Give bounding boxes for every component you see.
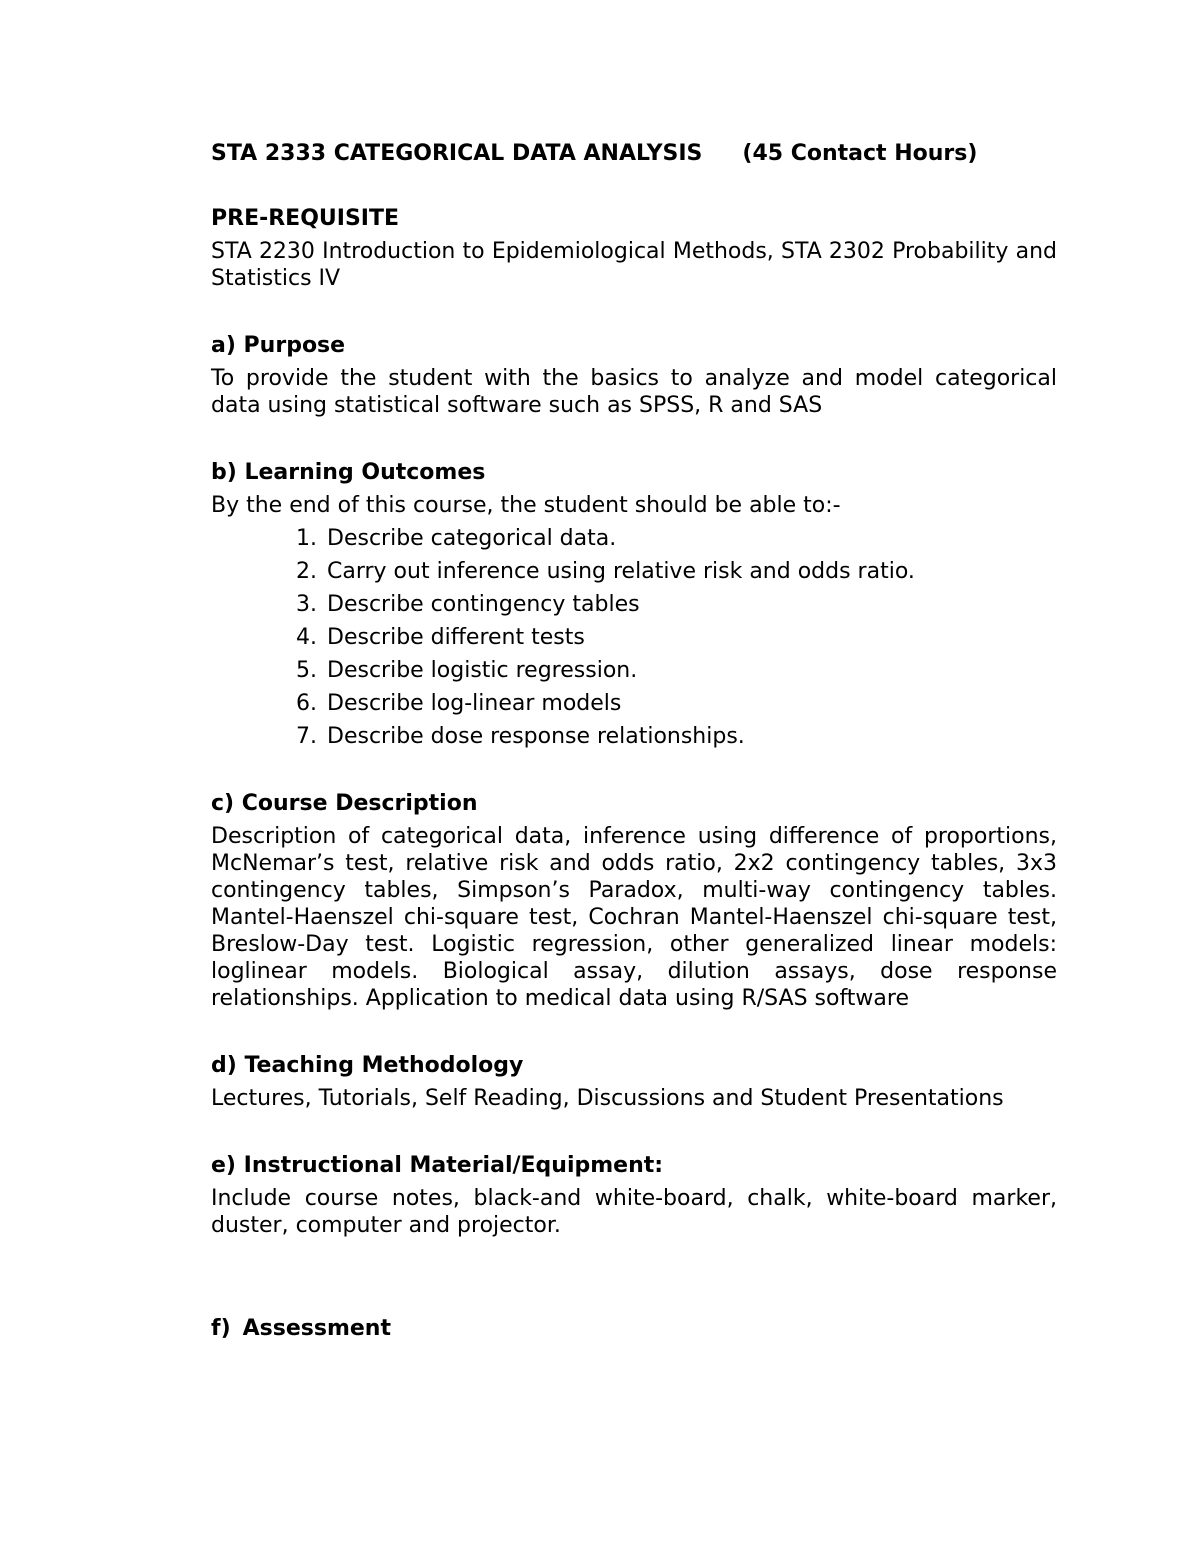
learning-outcomes-heading: b) Learning Outcomes	[211, 460, 486, 485]
course-name: STA 2333 CATEGORICAL DATA ANALYSIS	[211, 141, 703, 166]
assessment-prefix: f)	[211, 1316, 231, 1341]
list-item: 1. Describe categorical data.	[296, 526, 617, 551]
instructional-material-heading: e) Instructional Material/Equipment:	[211, 1153, 664, 1178]
course-description-text: Description of categorical data, inference using difference of proportions, McNemar’s test, relative risk and odds ratio, 2x2 contingency tables, 3x3 contingency tables, Simpson’s Paradox, multi-way contingency tables. Mantel-Haenszel chi-square test, Cochran Mantel-Haenszel chi-square test, Breslow-Day test. Logistic regression, other generalized linear models: loglinear models. Biological assay, dilution assays, dose response relationships. Application to medical data using R/SAS software	[211, 824, 1057, 1011]
list-item: 5. Describe logistic regression.	[296, 658, 638, 683]
course-title	[211, 140, 1057, 167]
course-description-heading: c) Course Description	[211, 791, 478, 816]
instructional-material-text: Include course notes, black-and white-board, chalk, white-board marker, duster, computer and projector.	[211, 1186, 1057, 1238]
assessment-title: Assessment	[242, 1316, 391, 1341]
document-page	[211, 140, 1057, 1342]
list-item: 2. Carry out inference using relative risk and odds ratio.	[296, 559, 915, 584]
purpose-heading: a) Purpose	[211, 333, 346, 358]
list-item: 6. Describe log-linear models	[296, 691, 622, 716]
list-item: 4. Describe different tests	[296, 625, 585, 650]
teaching-methodology-heading: d) Teaching Methodology	[211, 1053, 524, 1078]
learning-outcomes-intro: By the end of this course, the student should be able to:-	[211, 493, 841, 518]
prerequisite-text: STA 2230 Introduction to Epidemiological Methods, STA 2302 Probability and Statistics IV	[211, 239, 1057, 291]
purpose-text: To provide the student with the basics to analyze and model categorical data using statistical software such as SPSS, R and SAS	[211, 366, 1057, 418]
contact-hours: (45 Contact Hours)	[742, 141, 978, 166]
learning-outcomes-list	[211, 525, 1057, 750]
assessment-heading	[211, 1315, 1057, 1342]
list-item: 7. Describe dose response relationships.	[296, 724, 745, 749]
list-item: 3. Describe contingency tables	[296, 592, 640, 617]
prerequisite-heading: PRE-REQUISITE	[211, 206, 400, 231]
teaching-methodology-text: Lectures, Tutorials, Self Reading, Discussions and Student Presentations	[211, 1086, 1004, 1111]
